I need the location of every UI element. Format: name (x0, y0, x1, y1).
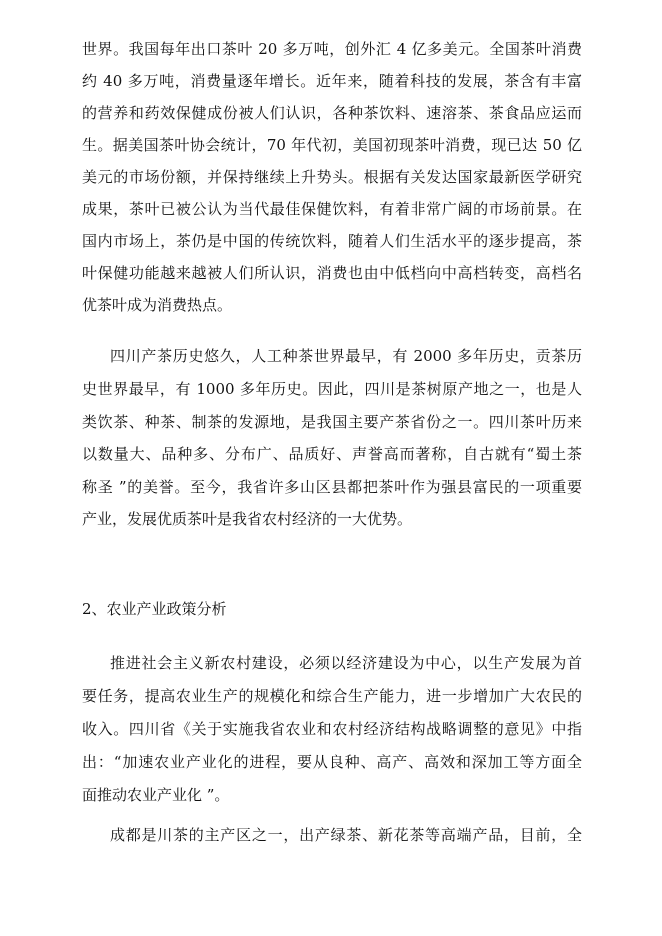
text-line: 推进社会主义新农村建设，必须以经济建设为中心，以生产发展为首 (110, 654, 582, 672)
text-line: 生。据美国茶叶协会统计，70 年代初，美国初现茶叶消费，现已达 50 亿 (82, 136, 582, 154)
text-line: 四川产茶历史悠久，人工种茶世界最早，有 2000 多年历史，贡茶历 (110, 347, 582, 365)
text-line: 世界。我国每年出口茶叶 20 多万吨，创外汇 4 亿多美元。全国茶叶消费 (82, 40, 582, 58)
text-line: 约 40 多万吨，消费量逐年增长。近年来，随着科技的发展，茶含有丰富 (82, 72, 582, 90)
text-line: 称圣 ”的美誉。至今，我省许多山区县都把茶叶作为强县富民的一项重要 (82, 478, 582, 496)
text-line: 以数量大、品种多、分布广、品质好、声誉高而著称，自古就有“蜀土茶 (82, 445, 582, 463)
text-line: 史世界最早，有 1000 多年历史。因此，四川是茶树原产地之一，也是人 (82, 380, 582, 398)
text-line: 面推动农业产业化 ”。 (82, 786, 230, 804)
text-line: 成都是川茶的主产区之一，出产绿茶、新花茶等高端产品，目前，全 (110, 826, 582, 844)
text-line: 成果，茶叶已被公认为当代最佳保健饮料，有着非常广阔的市场前景。在 (82, 200, 582, 218)
section-heading: 2、农业产业政策分析 (82, 600, 227, 618)
text-line: 出：“加速农业产业化的进程，要从良种、高产、高效和深加工等方面全 (82, 753, 582, 771)
text-line: 的营养和药效保健成份被人们认识，各种茶饮料、速溶茶、茶食品应运而 (82, 104, 582, 122)
text-line: 要任务，提高农业生产的规模化和综合生产能力，进一步增加广大农民的 (82, 687, 582, 705)
text-line: 国内市场上，茶仍是中国的传统饮料，随着人们生活水平的逐步提高，茶 (82, 232, 582, 250)
text-line: 收入。四川省《关于实施我省农业和农村经济结构战略调整的意见》中指 (82, 720, 582, 738)
text-line: 优茶叶成为消费热点。 (82, 296, 233, 314)
text-line: 类饮茶、种茶、制茶的发源地，是我国主要产茶省份之一。四川茶叶历来 (82, 413, 582, 431)
text-line: 美元的市场份额，并保持继续上升势头。根据有关发达国家最新医学研究 (82, 168, 582, 186)
text-line: 产业，发展优质茶叶是我省农村经济的一大优势。 (82, 510, 413, 528)
text-line: 叶保健功能越来越被人们所认识，消费也由中低档向中高档转变，高档名 (82, 264, 582, 282)
